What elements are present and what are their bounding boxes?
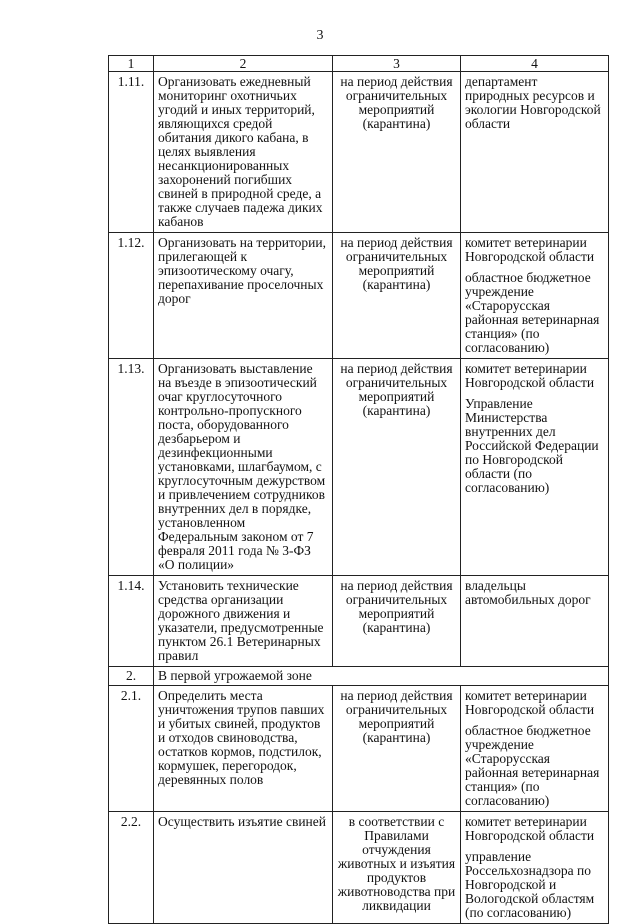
action-cell: Организовать на территории, прилегающей к эпизоотическому очагу, перепахивание проселочных дорог — [154, 233, 333, 359]
measures-table — [108, 55, 609, 924]
responsible-text: комитет ветеринарии Новгородской области — [465, 688, 595, 717]
action-cell: Определить места уничтожения трупов павших и убитых свиней, продуктов и отходов свиноводства, остатков кормов, подстилок, кормушек, перегородок, деревянных полов — [154, 686, 333, 812]
header-cell: 3 — [333, 56, 461, 72]
responsible-text: областное бюджетное учреждение «Старорусская районная ветеринарная станция» (по согласованию) — [465, 723, 600, 808]
header-row — [109, 56, 609, 72]
responsible-text: владельцы автомобильных дорог — [465, 578, 591, 607]
action-cell: Организовать выставление на въезде в эпизоотический очаг круглосуточного контрольно-пропускного поста, оборудованного дезбарьером и дезинфекционными установками, шлагбаумом, с круглосуточным дежурством и привлечением сотрудников внутренних дел в порядке, установленном Федеральным законом от 7 февраля 2011 года № 3-ФЗ «О полиции» — [154, 359, 333, 576]
section-row — [109, 667, 609, 686]
row-number: 1.12. — [109, 233, 154, 359]
period-cell: на период действия ограничительных мероприятий (карантина) — [333, 233, 461, 359]
table-row — [109, 686, 609, 812]
action-cell: Осуществить изъятие свиней — [154, 812, 333, 924]
period-cell: на период действия ограничительных мероприятий (карантина) — [333, 359, 461, 576]
responsible-text: департамент природных ресурсов и экологии Новгородской области — [465, 74, 601, 131]
row-number: 1.14. — [109, 576, 154, 667]
section-title: В первой угрожаемой зоне — [154, 667, 609, 686]
responsible-text: Управление Министерства внутренних дел Российской Федерации по Новгородской области (по согласованию) — [465, 396, 599, 495]
table-row — [109, 72, 609, 233]
table-row — [109, 576, 609, 667]
row-number: 1.11. — [109, 72, 154, 233]
header-cell: 2 — [154, 56, 333, 72]
period-cell: на период действия ограничительных мероприятий (карантина) — [333, 72, 461, 233]
responsible-text: областное бюджетное учреждение «Старорусская районная ветеринарная станция» (по согласованию) — [465, 270, 600, 355]
action-cell: Организовать ежедневный мониторинг охотничьих угодий и иных территорий, являющихся средой обитания дикого кабана, в целях выявления несанкционированных захоронений погибших свиней в природной среде, а также случаев падежа диких кабанов — [154, 72, 333, 233]
header-cell: 1 — [109, 56, 154, 72]
table-row — [109, 359, 609, 576]
row-number: 1.13. — [109, 359, 154, 576]
table-row — [109, 812, 609, 924]
responsible-text: комитет ветеринарии Новгородской области — [465, 361, 595, 390]
action-cell: Установить технические средства организации дорожного движения и указатели, предусмотренные пунктом 26.1 Ветеринарных правил — [154, 576, 333, 667]
responsible-cell — [461, 686, 609, 812]
row-number: 2.1. — [109, 686, 154, 812]
page-number: 3 — [316, 28, 324, 43]
responsible-text: комитет ветеринарии Новгородской области — [465, 235, 595, 264]
table-row — [109, 233, 609, 359]
row-number: 2.2. — [109, 812, 154, 924]
period-cell: в соответствии с Правилами отчуждения животных и изъятия продуктов животноводства при ликвидации — [333, 812, 461, 924]
responsible-cell — [461, 812, 609, 924]
responsible-text: комитет ветеринарии Новгородской области — [465, 814, 595, 843]
period-cell: на период действия ограничительных мероприятий (карантина) — [333, 576, 461, 667]
responsible-cell — [461, 576, 609, 667]
header-cell: 4 — [461, 56, 609, 72]
period-cell: на период действия ограничительных мероприятий (карантина) — [333, 686, 461, 812]
responsible-cell — [461, 359, 609, 576]
responsible-text: управление Россельхознадзора по Новгородской и Вологодской областям (по согласованию) — [465, 849, 595, 920]
responsible-cell — [461, 72, 609, 233]
responsible-cell — [461, 233, 609, 359]
section-number: 2. — [109, 667, 154, 686]
